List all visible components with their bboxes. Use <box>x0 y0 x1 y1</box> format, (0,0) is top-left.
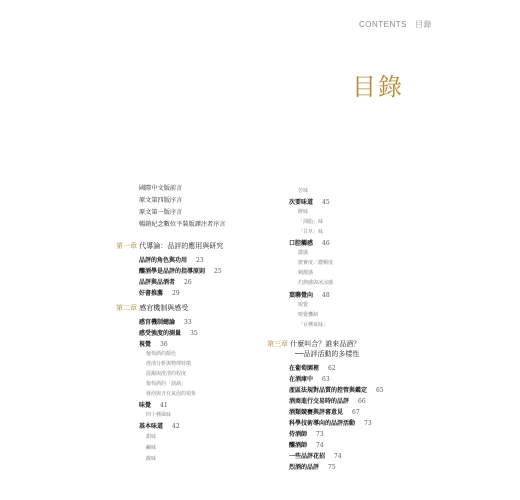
page-number: 23 <box>196 257 204 264</box>
toc-subentry[interactable]: 「甘草」味 <box>298 229 324 235</box>
page-number: 73 <box>364 420 372 427</box>
toc-subentry[interactable]: 甜味 <box>146 434 157 440</box>
entry-text: 科學技術導向的品評活動 <box>289 420 356 427</box>
toc-entry[interactable] <box>139 317 192 326</box>
toc-entry[interactable] <box>139 421 180 430</box>
page-number: 45 <box>322 199 330 206</box>
entry-text: 口腔觸感 <box>289 240 314 247</box>
toc-subentry[interactable]: 嗅覺 <box>298 302 309 308</box>
toc-preface[interactable]: 原文第一版序言 <box>139 209 183 216</box>
page-number: 25 <box>214 268 222 275</box>
chapter-name: 什麼叫合？誰來品酒？ <box>290 340 361 348</box>
toc-entry[interactable] <box>289 290 330 299</box>
page-number: 35 <box>190 330 198 337</box>
toc-entry[interactable] <box>139 277 192 286</box>
toc-subentry[interactable]: 澄清分析與物理特徵 <box>146 361 192 367</box>
chapter-heading[interactable] <box>267 339 360 349</box>
entry-text: 好書推薦 <box>139 290 164 297</box>
header-contents: CONTENTS <box>359 20 407 29</box>
chapter-heading[interactable] <box>116 241 223 251</box>
chapter-label: 第一章 <box>116 242 137 250</box>
page-number: 66 <box>358 398 366 405</box>
toc-subentry[interactable]: 鹹味 <box>146 445 157 451</box>
page-title: 目錄 <box>352 73 404 101</box>
toc-entry[interactable] <box>289 418 372 427</box>
toc-entry[interactable] <box>289 451 342 460</box>
running-header <box>359 19 432 30</box>
toc-preface[interactable]: 原文第四版序言 <box>139 197 183 204</box>
page-number: 74 <box>316 442 324 449</box>
toc-entry[interactable] <box>289 462 336 471</box>
chapter-label: 第三章 <box>267 340 288 348</box>
entry-text: 感受強度的測量 <box>139 330 182 337</box>
entry-text: 味覺 <box>139 402 152 409</box>
page-number: 65 <box>376 387 384 394</box>
toc-subentry[interactable]: 葡萄酒的顏色 <box>146 351 177 357</box>
chapter-subtitle: ──品評活動的多樣性 <box>295 350 360 358</box>
entry-text: 一些品評花招 <box>289 453 326 460</box>
toc-entry[interactable] <box>289 197 330 206</box>
entry-text: 產區法規對品質的控管與鑑定 <box>289 387 368 394</box>
toc-subentry[interactable]: 葡萄酒的「淚滴」 <box>146 381 187 387</box>
toc-entry[interactable] <box>139 328 198 337</box>
toc-entry[interactable] <box>139 339 168 348</box>
entry-text: 葉聯覺向 <box>289 292 314 299</box>
header-mulu: 目錄 <box>415 20 432 29</box>
toc-entry[interactable] <box>289 238 330 247</box>
toc-subentry[interactable]: 酸味 <box>146 456 157 462</box>
toc-subentry[interactable]: 混濁與澄清的程度 <box>146 371 187 377</box>
toc-subentry[interactable]: 「油脂」味 <box>298 219 324 225</box>
toc-preface[interactable]: 國際中文版前言 <box>139 185 183 192</box>
toc-entry[interactable] <box>289 429 324 438</box>
toc-entry[interactable] <box>289 407 360 416</box>
toc-entry[interactable] <box>289 374 330 383</box>
toc-subentry[interactable]: 刺激感 <box>298 270 314 276</box>
entry-text: 釀酒學是品評的指導原則 <box>139 268 206 275</box>
toc-entry[interactable] <box>289 396 366 405</box>
toc-subentry[interactable]: 灼熱感與冰涼感 <box>298 280 334 286</box>
toc-entry[interactable] <box>289 363 336 372</box>
toc-subentry[interactable]: 麼實度／濃稠度 <box>298 260 334 266</box>
page-number: 67 <box>352 409 360 416</box>
toc-entry[interactable] <box>289 385 384 394</box>
chapter-name: 感官機制與感受 <box>139 304 189 312</box>
entry-text: 基本味道 <box>139 423 164 430</box>
toc-entry[interactable] <box>139 400 168 409</box>
page-number: 33 <box>184 319 192 326</box>
toc-subentry[interactable]: 四十種風味 <box>146 412 172 418</box>
page-number: 46 <box>322 240 330 247</box>
entry-text: 感官機制總論 <box>139 319 176 326</box>
toc-entry[interactable] <box>139 288 180 297</box>
entry-text: 釀酒師 <box>289 442 308 449</box>
entry-text: 烈酒的品評 <box>289 464 320 471</box>
toc-subentry[interactable]: 發泡與含有氣泡的現象 <box>146 391 197 397</box>
page-number: 41 <box>160 402 168 409</box>
entry-text: 品評與品酒者 <box>139 279 176 286</box>
entry-text: 在酒庫中 <box>289 376 314 383</box>
entry-text: 品評的角色與功用 <box>139 257 188 264</box>
page-number: 48 <box>322 292 330 299</box>
entry-text: 次要味道 <box>289 199 314 206</box>
page-number: 73 <box>316 431 324 438</box>
chapter-name: 代導論：品評的應用與研究 <box>139 242 224 250</box>
toc-subentry[interactable]: 嗅覺機制 <box>298 312 319 318</box>
toc-entry[interactable] <box>139 255 204 264</box>
page-number: 36 <box>160 341 168 348</box>
chapter-heading[interactable] <box>116 303 188 313</box>
entry-text: 視覺 <box>139 341 152 348</box>
toc-subentry[interactable]: 澀感 <box>298 250 309 256</box>
page-number: 63 <box>322 376 330 383</box>
page-number: 75 <box>328 464 336 471</box>
entry-text: 酒類競賽與評審意見 <box>289 409 344 416</box>
entry-text: 酒商進行交易時的品評 <box>289 398 350 405</box>
toc-subentry[interactable]: 「百種氣味」 <box>298 322 329 328</box>
page-number: 29 <box>172 290 180 297</box>
page-number: 62 <box>328 365 336 372</box>
toc-entry[interactable] <box>139 266 222 275</box>
page-number: 26 <box>184 279 192 286</box>
toc-subentry[interactable]: 苦味 <box>298 188 309 194</box>
toc-subentry[interactable]: 鮮味 <box>298 209 309 215</box>
entry-text: 侍酒師 <box>289 431 308 438</box>
page-number: 42 <box>172 423 180 430</box>
toc-preface[interactable]: 暢銷紀念數位平裝版譯注者序言 <box>139 221 226 228</box>
entry-text: 在葡萄園裡 <box>289 365 320 372</box>
page-number: 74 <box>334 453 342 460</box>
toc-entry[interactable] <box>289 440 324 449</box>
chapter-label: 第二章 <box>116 304 137 312</box>
